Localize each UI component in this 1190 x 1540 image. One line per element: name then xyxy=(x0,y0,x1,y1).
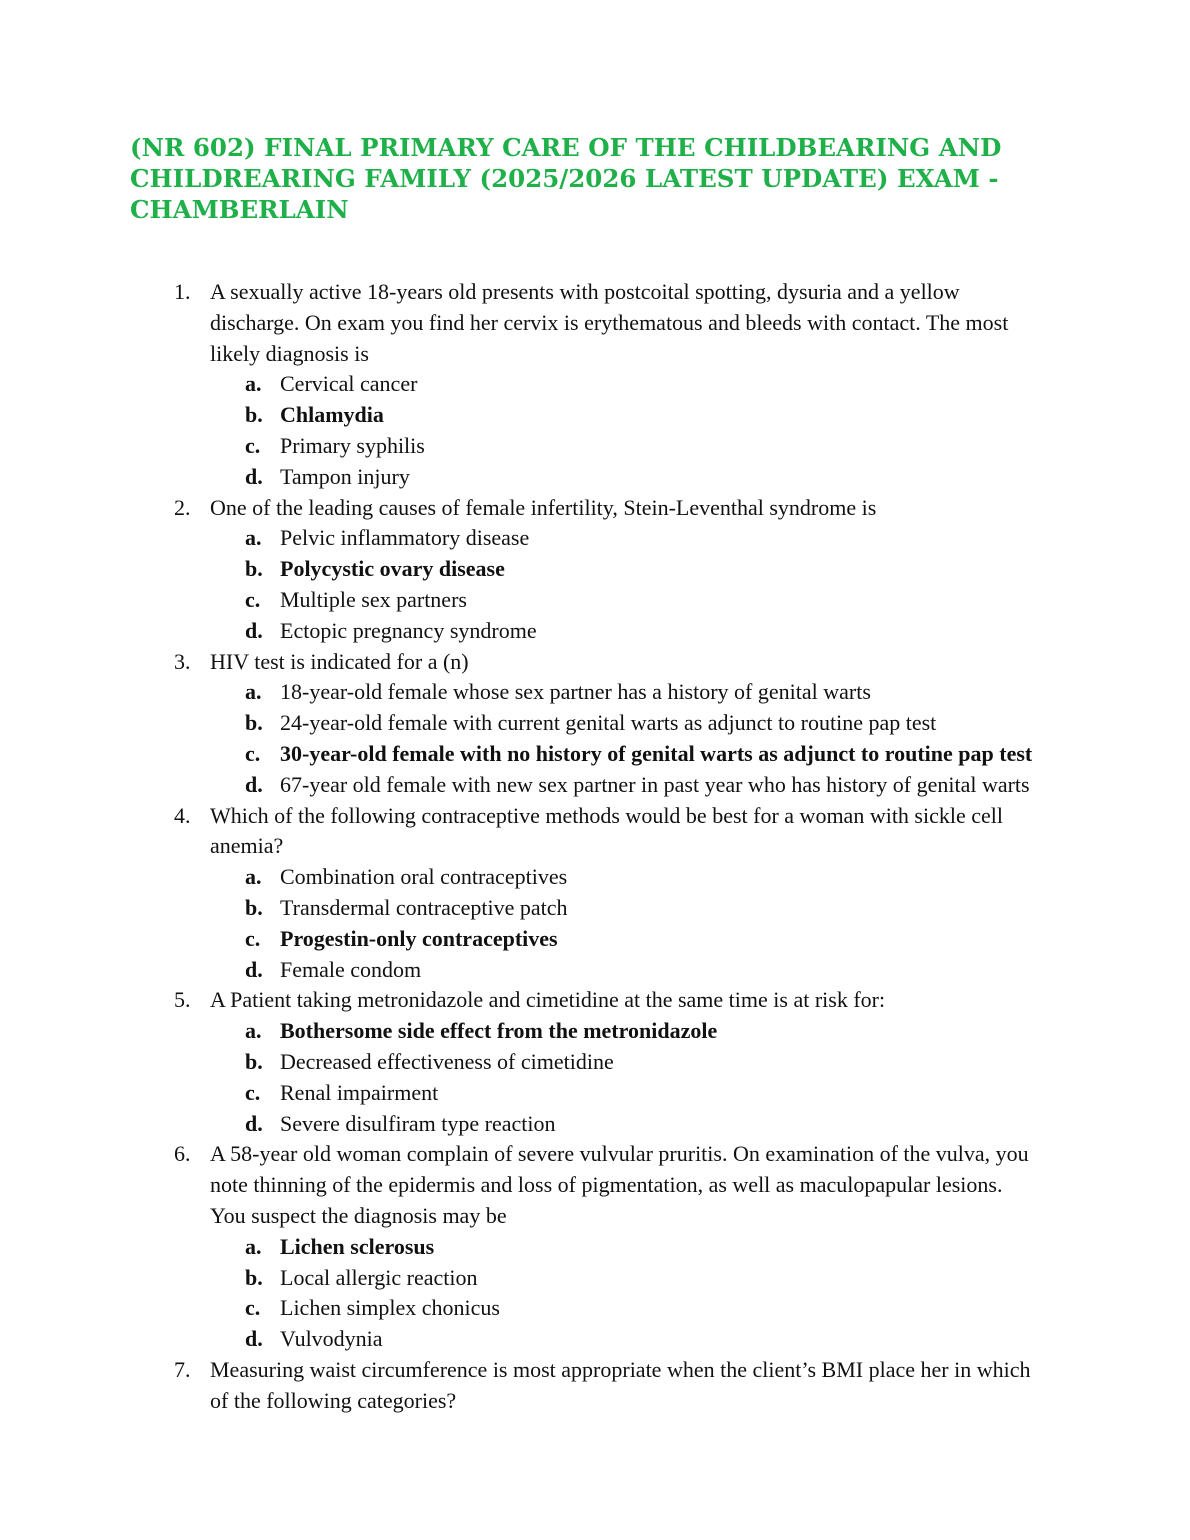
option-letter: d. xyxy=(245,463,263,489)
question-text: Measuring waist circumference is most appropriate when the client’s BMI place her in which of the following categories? xyxy=(210,1356,1031,1413)
option-text: Multiple sex partners xyxy=(280,586,467,612)
answer-option xyxy=(0,616,1190,647)
question-text: A 58-year old woman complain of severe vulvular pruritis. On examination of the vulva, you note thinning of the epidermis and loss of pigmentation, as well as maculopapular lesions. You suspect the diagnosis may be xyxy=(210,1141,1029,1228)
question-text: Which of the following contraceptive methods would be best for a woman with sickle cell anemia? xyxy=(210,802,1003,859)
option-text: Primary syphilis xyxy=(280,432,425,458)
answer-option xyxy=(0,955,1190,986)
answer-option xyxy=(0,1324,1190,1355)
option-letter: a. xyxy=(245,679,262,705)
answer-option xyxy=(0,523,1190,554)
option-text: Ectopic pregnancy syndrome xyxy=(280,617,537,643)
option-text: Chlamydia xyxy=(280,402,384,428)
title-line: CHAMBERLAIN xyxy=(130,195,349,224)
answer-option-correct xyxy=(0,924,1190,955)
option-text: Lichen sclerosus xyxy=(280,1233,435,1259)
option-text: Vulvodynia xyxy=(280,1326,383,1352)
option-letter: b. xyxy=(245,402,263,428)
answer-option xyxy=(0,893,1190,924)
answer-option-correct xyxy=(0,554,1190,585)
question-item xyxy=(0,1355,1190,1417)
option-letter: a. xyxy=(245,864,262,890)
option-text: Progestin-only contraceptives xyxy=(280,925,558,951)
question-item xyxy=(0,647,1190,678)
option-text: Pelvic inflammatory disease xyxy=(280,525,530,551)
question-number: 5. xyxy=(174,987,191,1013)
question-number: 6. xyxy=(174,1141,191,1167)
answer-option xyxy=(0,462,1190,493)
answer-option xyxy=(0,1263,1190,1294)
option-letter: a. xyxy=(245,1018,262,1044)
option-letter: b. xyxy=(245,1264,263,1290)
option-letter: a. xyxy=(245,525,262,551)
answer-option-correct xyxy=(0,739,1190,770)
option-letter: b. xyxy=(245,1048,263,1074)
title-line: CHILDREARING FAMILY (2025/2026 LATEST UPDATE) EXAM - xyxy=(130,164,999,193)
question-list xyxy=(0,277,1190,1416)
option-letter: c. xyxy=(245,1295,261,1321)
answer-option xyxy=(0,770,1190,801)
title-line: (NR 602) FINAL PRIMARY CARE OF THE CHILDBEARING AND xyxy=(130,133,1002,162)
option-text: Cervical cancer xyxy=(280,371,418,397)
question-text: HIV test is indicated for a (n) xyxy=(210,648,469,674)
answer-option-correct xyxy=(0,1016,1190,1047)
option-letter: a. xyxy=(245,371,262,397)
option-text: 30-year-old female with no history of genital warts as adjunct to routine pap test xyxy=(280,740,1033,766)
option-text: 67-year old female with new sex partner in past year who has history of genital warts xyxy=(280,771,1030,797)
option-text: Tampon injury xyxy=(280,463,410,489)
option-text: Lichen simplex chonicus xyxy=(280,1295,500,1321)
option-text: 18-year-old female whose sex partner has a history of genital warts xyxy=(280,679,871,705)
option-text: Severe disulfiram type reaction xyxy=(280,1110,556,1136)
option-letter: d. xyxy=(245,771,263,797)
answer-option xyxy=(0,369,1190,400)
option-text: Transdermal contraceptive patch xyxy=(280,894,568,920)
question-item xyxy=(0,493,1190,524)
option-letter: b. xyxy=(245,556,263,582)
option-letter: d. xyxy=(245,1326,263,1352)
option-text: Bothersome side effect from the metronidazole xyxy=(280,1018,718,1044)
answer-option-correct xyxy=(0,400,1190,431)
question-number: 3. xyxy=(174,648,191,674)
option-letter: c. xyxy=(245,432,261,458)
option-letter: c. xyxy=(245,925,261,951)
answer-option xyxy=(0,1293,1190,1324)
option-letter: c. xyxy=(245,740,261,766)
option-text: Polycystic ovary disease xyxy=(280,556,505,582)
answer-option xyxy=(0,1109,1190,1140)
option-letter: d. xyxy=(245,1110,263,1136)
question-text: A Patient taking metronidazole and cimetidine at the same time is at risk for: xyxy=(210,987,886,1013)
option-letter: d. xyxy=(245,617,263,643)
option-text: Female condom xyxy=(280,956,422,982)
question-item xyxy=(0,277,1190,369)
question-item xyxy=(0,985,1190,1016)
question-number: 4. xyxy=(174,802,191,828)
option-letter: a. xyxy=(245,1233,262,1259)
option-letter: d. xyxy=(245,956,263,982)
question-number: 7. xyxy=(174,1356,191,1382)
question-item xyxy=(0,1139,1190,1231)
answer-option xyxy=(0,585,1190,616)
question-number: 2. xyxy=(174,494,191,520)
question-text: One of the leading causes of female infertility, Stein-Leventhal syndrome is xyxy=(210,494,877,520)
option-text: Decreased effectiveness of cimetidine xyxy=(280,1048,614,1074)
option-letter: c. xyxy=(245,586,261,612)
option-letter: b. xyxy=(245,710,263,736)
option-text: 24-year-old female with current genital warts as adjunct to routine pap test xyxy=(280,710,937,736)
option-letter: c. xyxy=(245,1079,261,1105)
document-title xyxy=(130,132,1090,225)
question-text: A sexually active 18-years old presents with postcoital spotting, dysuria and a yellow discharge. On exam you find her cervix is erythematous and bleeds with contact. The most likely diagnosis is xyxy=(210,279,1009,366)
option-text: Combination oral contraceptives xyxy=(280,864,568,890)
question-item xyxy=(0,801,1190,863)
answer-option xyxy=(0,1047,1190,1078)
answer-option xyxy=(0,677,1190,708)
answer-option xyxy=(0,1078,1190,1109)
option-text: Local allergic reaction xyxy=(280,1264,478,1290)
answer-option xyxy=(0,708,1190,739)
option-text: Renal impairment xyxy=(280,1079,439,1105)
option-letter: b. xyxy=(245,894,263,920)
answer-option xyxy=(0,862,1190,893)
answer-option xyxy=(0,431,1190,462)
question-number: 1. xyxy=(174,279,191,304)
answer-option-correct xyxy=(0,1232,1190,1263)
